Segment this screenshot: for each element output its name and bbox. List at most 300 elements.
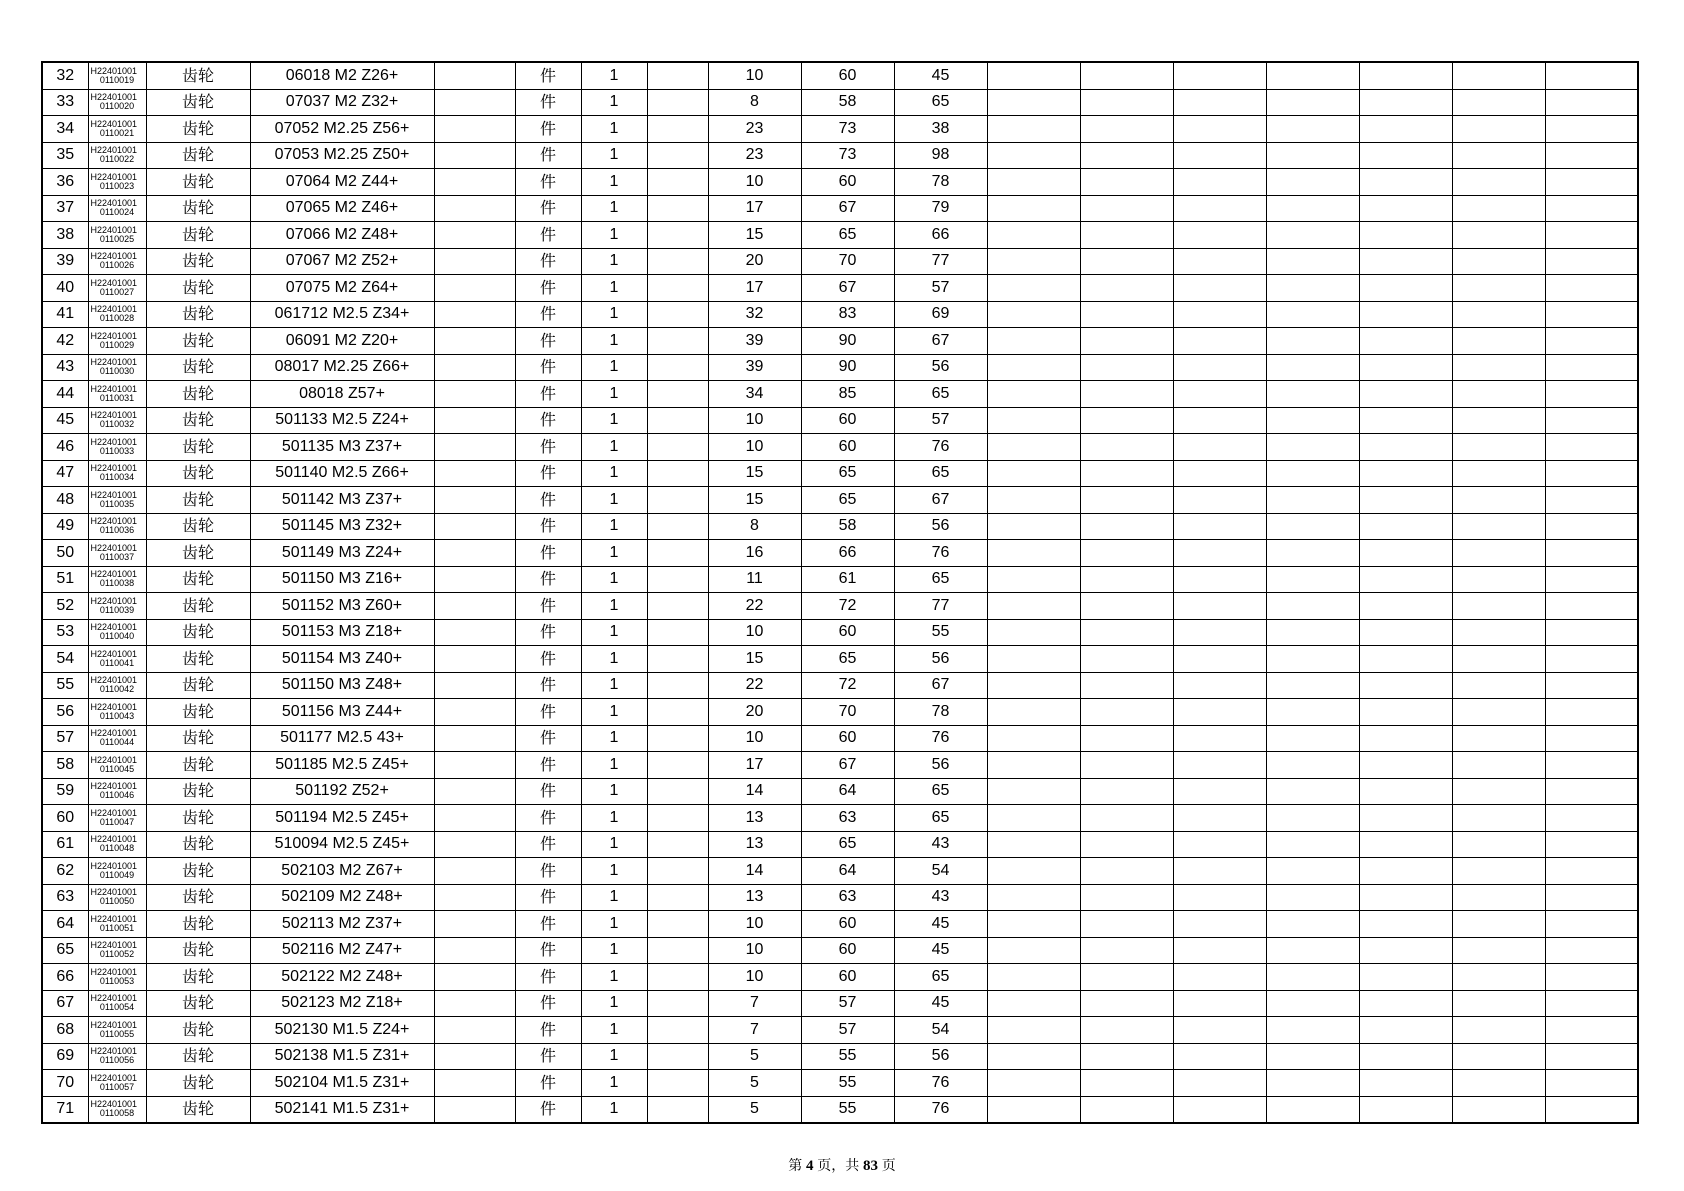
blank-cell [1452, 434, 1545, 461]
item-code-line-1: H22401001 [90, 145, 138, 156]
item-spec: 07037 M2 Z32+ [250, 89, 434, 116]
blank-cell [987, 1070, 1080, 1097]
item-code-line-2: 0110034 [99, 472, 135, 483]
blank-cell [1080, 1017, 1173, 1044]
blank-cell [987, 195, 1080, 222]
item-qty: 1 [581, 646, 647, 673]
blank-cell [647, 911, 708, 938]
value-3: 55 [894, 619, 987, 646]
item-code-line-2: 0110039 [99, 604, 135, 615]
blank-cell [1266, 434, 1359, 461]
value-2: 57 [801, 1017, 894, 1044]
blank-cell [1266, 884, 1359, 911]
blank-cell [1173, 540, 1266, 567]
blank-cell [1545, 964, 1638, 991]
table-row [42, 831, 1638, 858]
value-3: 76 [894, 434, 987, 461]
blank-cell [1545, 301, 1638, 328]
item-qty: 1 [581, 248, 647, 275]
blank-cell [987, 619, 1080, 646]
blank-cell [434, 937, 515, 964]
blank-cell [434, 1070, 515, 1097]
blank-cell [1266, 672, 1359, 699]
blank-cell [1545, 222, 1638, 249]
item-name: 齿轮 [146, 328, 250, 355]
blank-cell [1359, 301, 1452, 328]
item-name: 齿轮 [146, 911, 250, 938]
item-code-line-1: H22401001 [90, 383, 138, 394]
blank-cell [1266, 354, 1359, 381]
item-code-line-1: H22401001 [90, 1099, 138, 1110]
blank-cell [434, 1043, 515, 1070]
value-1: 8 [708, 513, 801, 540]
item-qty: 1 [581, 725, 647, 752]
item-name: 齿轮 [146, 301, 250, 328]
item-name: 齿轮 [146, 142, 250, 169]
blank-cell [1452, 301, 1545, 328]
table-row [42, 566, 1638, 593]
blank-cell [987, 831, 1080, 858]
item-name: 齿轮 [146, 195, 250, 222]
value-3: 57 [894, 275, 987, 302]
item-code [88, 858, 146, 885]
item-qty: 1 [581, 407, 647, 434]
item-qty: 1 [581, 328, 647, 355]
item-name: 齿轮 [146, 725, 250, 752]
item-code-line-1: H22401001 [90, 807, 138, 818]
item-unit: 件 [515, 725, 581, 752]
item-name: 齿轮 [146, 1017, 250, 1044]
item-code [88, 1043, 146, 1070]
table-row [42, 964, 1638, 991]
item-qty: 1 [581, 566, 647, 593]
item-name: 齿轮 [146, 407, 250, 434]
value-2: 70 [801, 248, 894, 275]
item-code-line-2: 0110054 [99, 1002, 135, 1013]
blank-cell [1359, 964, 1452, 991]
item-code-line-1: H22401001 [90, 542, 138, 553]
item-spec: 07052 M2.25 Z56+ [250, 116, 434, 143]
item-code-line-2: 0110021 [99, 127, 135, 138]
item-code-line-1: H22401001 [90, 648, 138, 659]
item-code [88, 354, 146, 381]
blank-cell [987, 699, 1080, 726]
blank-cell [1545, 328, 1638, 355]
item-code-line-1: H22401001 [90, 224, 138, 235]
item-spec: 06091 M2 Z20+ [250, 328, 434, 355]
blank-cell [1173, 672, 1266, 699]
item-code [88, 964, 146, 991]
item-unit: 件 [515, 407, 581, 434]
blank-cell [647, 646, 708, 673]
blank-cell [1545, 831, 1638, 858]
item-unit: 件 [515, 142, 581, 169]
item-unit: 件 [515, 222, 581, 249]
footer-suffix: 页 [881, 1158, 896, 1174]
blank-cell [434, 805, 515, 832]
item-code [88, 593, 146, 620]
item-spec: 501145 M3 Z32+ [250, 513, 434, 540]
row-number: 47 [42, 460, 88, 487]
value-3: 77 [894, 593, 987, 620]
footer-total-pages: 83 [863, 1158, 878, 1174]
value-2: 60 [801, 937, 894, 964]
blank-cell [987, 301, 1080, 328]
blank-cell [1452, 460, 1545, 487]
item-unit: 件 [515, 778, 581, 805]
item-name: 齿轮 [146, 778, 250, 805]
blank-cell [1173, 884, 1266, 911]
blank-cell [1545, 116, 1638, 143]
item-unit: 件 [515, 62, 581, 89]
blank-cell [1080, 752, 1173, 779]
item-spec: 501135 M3 Z37+ [250, 434, 434, 461]
item-unit: 件 [515, 116, 581, 143]
blank-cell [987, 884, 1080, 911]
item-spec: 502116 M2 Z47+ [250, 937, 434, 964]
item-name: 齿轮 [146, 540, 250, 567]
blank-cell [1266, 937, 1359, 964]
blank-cell [1173, 328, 1266, 355]
blank-cell [1452, 328, 1545, 355]
blank-cell [1080, 248, 1173, 275]
blank-cell [987, 328, 1080, 355]
table-row [42, 619, 1638, 646]
item-unit: 件 [515, 1043, 581, 1070]
value-3: 65 [894, 460, 987, 487]
blank-cell [1080, 805, 1173, 832]
blank-cell [1266, 460, 1359, 487]
blank-cell [1080, 116, 1173, 143]
blank-cell [1545, 937, 1638, 964]
blank-cell [1080, 381, 1173, 408]
value-3: 56 [894, 1043, 987, 1070]
item-name: 齿轮 [146, 487, 250, 514]
blank-cell [987, 752, 1080, 779]
item-spec: 502103 M2 Z67+ [250, 858, 434, 885]
blank-cell [434, 62, 515, 89]
blank-cell [1545, 275, 1638, 302]
row-number: 43 [42, 354, 88, 381]
blank-cell [987, 566, 1080, 593]
blank-cell [987, 354, 1080, 381]
blank-cell [1545, 513, 1638, 540]
row-number: 45 [42, 407, 88, 434]
blank-cell [434, 513, 515, 540]
blank-cell [987, 275, 1080, 302]
item-spec: 502109 M2 Z48+ [250, 884, 434, 911]
blank-cell [1545, 248, 1638, 275]
blank-cell [1452, 407, 1545, 434]
blank-cell [1359, 540, 1452, 567]
row-number: 65 [42, 937, 88, 964]
blank-cell [1173, 990, 1266, 1017]
value-1: 23 [708, 142, 801, 169]
row-number: 60 [42, 805, 88, 832]
blank-cell [1359, 1070, 1452, 1097]
blank-cell [1266, 1017, 1359, 1044]
row-number: 56 [42, 699, 88, 726]
value-3: 38 [894, 116, 987, 143]
blank-cell [987, 593, 1080, 620]
item-qty: 1 [581, 169, 647, 196]
blank-cell [1452, 937, 1545, 964]
table-row [42, 725, 1638, 752]
row-number: 71 [42, 1096, 88, 1123]
table-row [42, 460, 1638, 487]
blank-cell [1545, 593, 1638, 620]
item-spec: 501152 M3 Z60+ [250, 593, 434, 620]
blank-cell [1359, 884, 1452, 911]
item-code-line-2: 0110049 [99, 869, 135, 880]
item-code-line-1: H22401001 [90, 277, 138, 288]
item-spec: 08018 Z57+ [250, 381, 434, 408]
item-code-line-1: H22401001 [90, 489, 138, 500]
item-spec: 502130 M1.5 Z24+ [250, 1017, 434, 1044]
item-name: 齿轮 [146, 222, 250, 249]
blank-cell [1173, 778, 1266, 805]
value-1: 20 [708, 699, 801, 726]
blank-cell [647, 301, 708, 328]
item-code-line-2: 0110048 [99, 843, 135, 854]
value-1: 13 [708, 831, 801, 858]
value-3: 67 [894, 328, 987, 355]
blank-cell [1173, 434, 1266, 461]
item-code [88, 434, 146, 461]
blank-cell [434, 301, 515, 328]
blank-cell [1452, 831, 1545, 858]
blank-cell [1359, 381, 1452, 408]
row-number: 51 [42, 566, 88, 593]
item-qty: 1 [581, 990, 647, 1017]
item-code [88, 699, 146, 726]
value-1: 13 [708, 805, 801, 832]
blank-cell [1545, 540, 1638, 567]
blank-cell [1173, 1043, 1266, 1070]
item-code-line-2: 0110046 [99, 790, 135, 801]
blank-cell [1173, 1070, 1266, 1097]
item-qty: 1 [581, 434, 647, 461]
blank-cell [1545, 1070, 1638, 1097]
item-spec: 06018 M2 Z26+ [250, 62, 434, 89]
blank-cell [987, 487, 1080, 514]
blank-cell [1173, 222, 1266, 249]
blank-cell [1080, 778, 1173, 805]
blank-cell [647, 964, 708, 991]
item-code [88, 911, 146, 938]
value-2: 60 [801, 619, 894, 646]
item-unit: 件 [515, 1017, 581, 1044]
value-3: 98 [894, 142, 987, 169]
blank-cell [647, 884, 708, 911]
value-1: 22 [708, 672, 801, 699]
blank-cell [1266, 169, 1359, 196]
blank-cell [647, 752, 708, 779]
blank-cell [1359, 354, 1452, 381]
item-name: 齿轮 [146, 434, 250, 461]
blank-cell [1173, 752, 1266, 779]
blank-cell [1452, 911, 1545, 938]
row-number: 36 [42, 169, 88, 196]
item-name: 齿轮 [146, 381, 250, 408]
blank-cell [1266, 142, 1359, 169]
blank-cell [434, 354, 515, 381]
value-3: 45 [894, 911, 987, 938]
blank-cell [1266, 646, 1359, 673]
item-code-line-2: 0110042 [99, 684, 135, 695]
item-code-line-1: H22401001 [90, 1046, 138, 1057]
blank-cell [1359, 831, 1452, 858]
blank-cell [1266, 513, 1359, 540]
blank-cell [434, 964, 515, 991]
item-code-line-1: H22401001 [90, 860, 138, 871]
item-code-line-2: 0110038 [99, 578, 135, 589]
blank-cell [1452, 672, 1545, 699]
blank-cell [1080, 62, 1173, 89]
item-spec: 07065 M2 Z46+ [250, 195, 434, 222]
item-unit: 件 [515, 858, 581, 885]
blank-cell [434, 911, 515, 938]
item-code [88, 540, 146, 567]
value-2: 70 [801, 699, 894, 726]
item-code [88, 275, 146, 302]
item-qty: 1 [581, 460, 647, 487]
blank-cell [1266, 858, 1359, 885]
blank-cell [1173, 646, 1266, 673]
blank-cell [1452, 513, 1545, 540]
blank-cell [647, 566, 708, 593]
item-unit: 件 [515, 884, 581, 911]
blank-cell [1359, 1096, 1452, 1123]
blank-cell [1266, 487, 1359, 514]
row-number: 61 [42, 831, 88, 858]
item-code-line-2: 0110058 [99, 1108, 135, 1119]
blank-cell [1545, 1096, 1638, 1123]
table-row [42, 116, 1638, 143]
blank-cell [647, 142, 708, 169]
item-unit: 件 [515, 434, 581, 461]
item-qty: 1 [581, 354, 647, 381]
blank-cell [1359, 434, 1452, 461]
item-unit: 件 [515, 990, 581, 1017]
blank-cell [987, 672, 1080, 699]
blank-cell [1359, 725, 1452, 752]
table-row [42, 1096, 1638, 1123]
blank-cell [647, 1070, 708, 1097]
item-code-line-1: H22401001 [90, 701, 138, 712]
item-code-line-2: 0110025 [99, 233, 135, 244]
value-2: 65 [801, 831, 894, 858]
item-unit: 件 [515, 248, 581, 275]
blank-cell [1452, 1017, 1545, 1044]
value-3: 76 [894, 1096, 987, 1123]
value-3: 56 [894, 646, 987, 673]
item-name: 齿轮 [146, 354, 250, 381]
blank-cell [1080, 990, 1173, 1017]
blank-cell [647, 62, 708, 89]
value-3: 57 [894, 407, 987, 434]
blank-cell [1173, 275, 1266, 302]
value-3: 76 [894, 725, 987, 752]
item-qty: 1 [581, 142, 647, 169]
blank-cell [1080, 1043, 1173, 1070]
value-2: 72 [801, 593, 894, 620]
item-code-line-2: 0110023 [99, 180, 135, 191]
item-qty: 1 [581, 619, 647, 646]
value-1: 17 [708, 195, 801, 222]
item-unit: 件 [515, 646, 581, 673]
table-row [42, 858, 1638, 885]
value-2: 60 [801, 407, 894, 434]
table-row [42, 540, 1638, 567]
blank-cell [1545, 566, 1638, 593]
item-code-line-2: 0110037 [99, 551, 135, 562]
item-spec: 502141 M1.5 Z31+ [250, 1096, 434, 1123]
item-code-line-2: 0110051 [99, 922, 135, 933]
value-3: 65 [894, 964, 987, 991]
item-spec: 501185 M2.5 Z45+ [250, 752, 434, 779]
item-code [88, 142, 146, 169]
item-code-line-2: 0110036 [99, 525, 135, 536]
item-code-line-2: 0110031 [99, 392, 135, 403]
blank-cell [1080, 513, 1173, 540]
blank-cell [1359, 566, 1452, 593]
item-name: 齿轮 [146, 566, 250, 593]
blank-cell [1080, 937, 1173, 964]
row-number: 37 [42, 195, 88, 222]
item-unit: 件 [515, 1096, 581, 1123]
table-row [42, 1070, 1638, 1097]
blank-cell [1173, 487, 1266, 514]
blank-cell [1080, 1070, 1173, 1097]
blank-cell [647, 354, 708, 381]
blank-cell [1266, 301, 1359, 328]
row-number: 54 [42, 646, 88, 673]
blank-cell [1173, 460, 1266, 487]
value-1: 10 [708, 937, 801, 964]
blank-cell [1359, 460, 1452, 487]
blank-cell [1545, 699, 1638, 726]
table-row [42, 142, 1638, 169]
value-3: 54 [894, 858, 987, 885]
table-row [42, 169, 1638, 196]
blank-cell [647, 169, 708, 196]
item-code [88, 460, 146, 487]
value-2: 60 [801, 964, 894, 991]
blank-cell [1173, 911, 1266, 938]
blank-cell [434, 566, 515, 593]
blank-cell [1452, 1070, 1545, 1097]
item-name: 齿轮 [146, 1096, 250, 1123]
blank-cell [1080, 1096, 1173, 1123]
blank-cell [434, 89, 515, 116]
row-number: 50 [42, 540, 88, 567]
blank-cell [1266, 725, 1359, 752]
item-code-line-2: 0110045 [99, 763, 135, 774]
blank-cell [1266, 752, 1359, 779]
blank-cell [1266, 1096, 1359, 1123]
item-qty: 1 [581, 911, 647, 938]
item-code-line-2: 0110041 [99, 657, 135, 668]
blank-cell [1452, 116, 1545, 143]
item-qty: 1 [581, 752, 647, 779]
blank-cell [1545, 990, 1638, 1017]
blank-cell [434, 460, 515, 487]
value-3: 45 [894, 937, 987, 964]
blank-cell [1452, 964, 1545, 991]
blank-cell [1266, 328, 1359, 355]
blank-cell [987, 1017, 1080, 1044]
